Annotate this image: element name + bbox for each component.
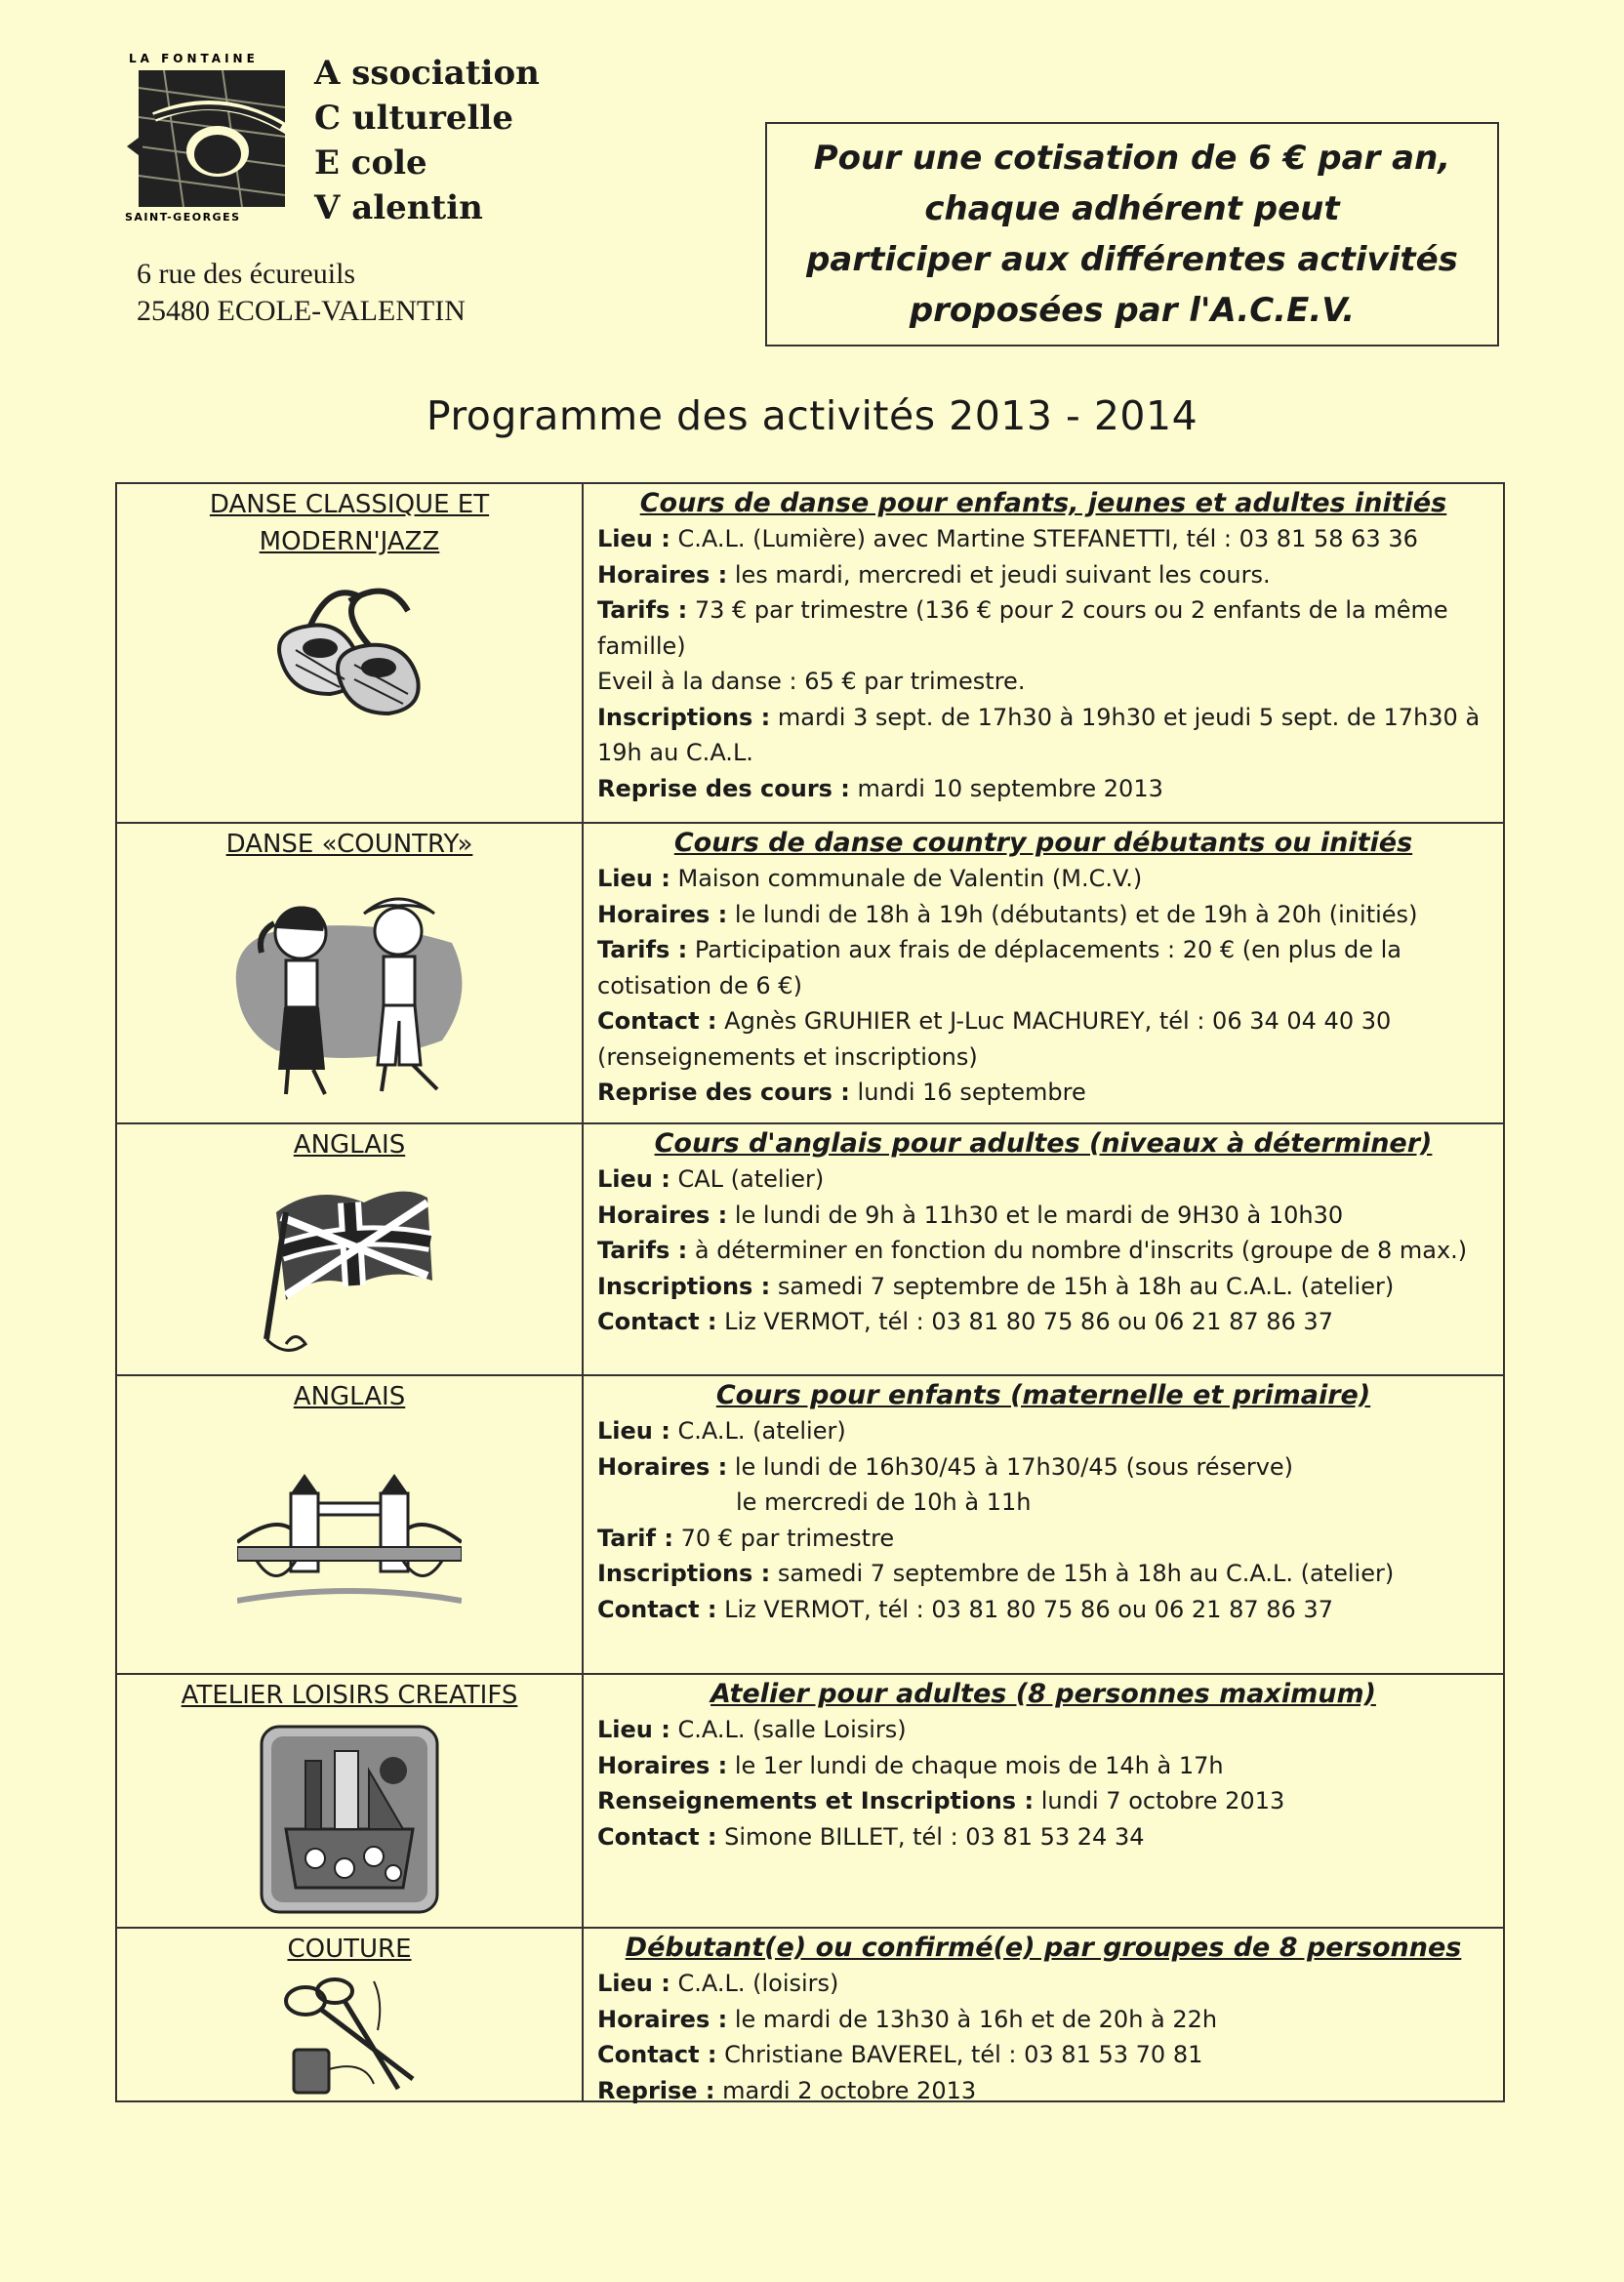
lieu-value: C.A.L. (loisirs) [677,1970,839,1997]
category-cell [117,1929,584,2102]
scissors-thread-icon [276,1972,423,2099]
activity-details [584,1124,1503,1374]
tarifs-value: 70 € par trimestre [680,1524,895,1552]
contact-label: Contact : [597,1822,717,1851]
horaires-value: le mardi de 13h30 à 16h et de 20h à 22h [734,2005,1218,2033]
tarifs-label: Tarifs : [597,596,688,624]
lieu-value: C.A.L. (salle Loisirs) [677,1716,907,1743]
horaires-value-2: le mercredi de 10h à 11h [736,1488,1032,1516]
activity-details [584,1675,1503,1927]
reprise-value: mardi 2 octobre 2013 [722,2076,977,2104]
acev-logo [125,49,310,229]
lieu-label: Lieu : [597,525,670,552]
horaires-label: Horaires : [597,1751,728,1779]
category-label: ANGLAIS [293,1382,406,1411]
lieu-value: Maison communale de Valentin (M.C.V.) [677,865,1143,892]
inscriptions-value: mardi 3 sept. de 17h30 à 19h30 et jeudi 5 sept. de 17h30 à 19h au C.A.L. [597,703,1481,766]
activity-details [584,484,1503,822]
activity-row-anglais-enfants [117,1374,1503,1673]
contact-label: Contact : [597,1308,717,1335]
country-dancers-icon [218,875,481,1109]
cotisation-line: chaque adhérent peut [924,189,1340,228]
lieu-label: Lieu : [597,1165,670,1193]
reprise-label: Reprise : [597,2076,715,2104]
tower-bridge-icon [237,1474,462,1620]
activity-row-anglais-adultes [117,1122,1503,1374]
activity-details [584,824,1503,1122]
activities-table [115,482,1505,2102]
category-label: ANGLAIS [293,1130,406,1160]
category-cell [117,484,584,822]
activity-title: Cours de danse country pour débutants ou initiés [673,828,1413,858]
tarifs-value: 73 € par trimestre (136 € pour 2 cours ou 2 enfants de la même famille) [597,596,1448,660]
ballet-slippers-icon [252,572,447,738]
tarifs-label: Tarifs : [597,936,688,963]
cotisation-box [765,122,1499,346]
category-label: MODERN'JAZZ [259,527,440,556]
contact-value: Liz VERMOT, tél : 03 81 80 75 86 ou 06 21 87 86 37 [724,1595,1333,1623]
association-name [314,51,540,230]
renseignements-label: Renseignements et Inscriptions : [597,1787,1035,1814]
activity-row-loisirs-creatifs [117,1673,1503,1927]
horaires-value: le lundi de 9h à 11h30 et le mardi de 9H30 à 10h30 [734,1201,1344,1229]
contact-value: Simone BILLET, tél : 03 81 53 24 34 [724,1822,1145,1851]
contact-label: Contact : [597,2041,717,2068]
activity-title: Cours d'anglais pour adultes (niveaux à déterminer) [654,1128,1433,1159]
craft-basket-icon [257,1722,442,1917]
inscriptions-value: samedi 7 septembre de 15h à 18h au C.A.L. (atelier) [777,1272,1395,1300]
program-title: Programme des activités 2013 - 2014 [426,392,1198,439]
address-line1: 6 rue des écureuils [137,258,356,290]
category-label: DANSE CLASSIQUE ET [209,490,490,519]
reprise-label: Reprise des cours : [597,774,850,802]
cotisation-line: proposées par l'A.C.E.V. [909,291,1356,330]
activity-row-country [117,822,1503,1122]
activity-row-couture [117,1927,1503,2102]
activity-title: Débutant(e) ou confirmé(e) par groupes de 8 personnes [625,1933,1462,1963]
category-cell [117,1675,584,1927]
tarifs-value: à déterminer en fonction du nombre d'inscrits (groupe de 8 max.) [694,1237,1468,1264]
reprise-value: mardi 10 septembre 2013 [857,774,1163,802]
eveil-text: Eveil à la danse : 65 € par trimestre. [597,668,1026,695]
horaires-label: Horaires : [597,560,728,589]
category-cell [117,824,584,1122]
contact-value: Agnès GRUHIER et J-Luc MACHUREY, tél : 06 34 04 40 30 (renseignements et inscriptions) [597,1007,1392,1071]
category-cell [117,1124,584,1374]
reprise-label: Reprise des cours : [597,1079,850,1106]
horaires-label: Horaires : [597,1201,728,1229]
logo-bottom-text: SAINT-GEORGES [125,211,241,224]
association-line: A ssociation [314,54,540,93]
category-label: DANSE «COUNTRY» [225,830,473,859]
address-line2: 25480 ECOLE-VALENTIN [137,295,466,327]
inscriptions-label: Inscriptions : [597,703,771,731]
horaires-value: le 1er lundi de chaque mois de 14h à 17h [734,1751,1224,1779]
inscriptions-label: Inscriptions : [597,1272,771,1300]
cotisation-line: Pour une cotisation de 6 € par an, [813,139,1451,178]
horaires-value: le lundi de 18h à 19h (débutants) et de 19h à 20h (initiés) [734,900,1418,928]
contact-value: Christiane BAVEREL, tél : 03 81 53 70 81 [724,2041,1203,2068]
horaires-label: Horaires : [597,900,728,928]
union-jack-flag-icon [257,1173,442,1359]
contact-label: Contact : [597,1595,717,1623]
activity-title: Cours pour enfants (maternelle et primaire) [715,1380,1371,1410]
inscriptions-label: Inscriptions : [597,1560,771,1587]
category-label: COUTURE [287,1935,412,1964]
cotisation-line: participer aux différentes activités [806,240,1458,279]
lieu-label: Lieu : [597,865,670,892]
tarifs-label: Tarifs : [597,1237,688,1264]
address [137,256,466,330]
association-line: V alentin [314,188,483,227]
horaires-label: Horaires : [597,2005,728,2033]
activity-details [584,1929,1503,2102]
activity-title: Atelier pour adultes (8 personnes maximum) [710,1679,1376,1709]
activity-row-danse-classique [117,484,1503,822]
contact-label: Contact : [597,1007,717,1035]
lieu-value: C.A.L. (Lumière) avec Martine STEFANETTI, tél : 03 81 58 63 36 [677,525,1418,552]
lieu-label: Lieu : [597,1970,670,1997]
tarifs-value: Participation aux frais de déplacements : 20 € (en plus de la cotisation de 6 €) [597,936,1401,999]
lieu-value: CAL (atelier) [677,1165,825,1193]
category-label: ATELIER LOISIRS CREATIFS [181,1681,518,1710]
lieu-label: Lieu : [597,1716,670,1743]
association-line: E cole [314,143,427,183]
renseignements-value: lundi 7 octobre 2013 [1040,1787,1285,1814]
category-cell [117,1376,584,1673]
contact-value: Liz VERMOT, tél : 03 81 80 75 86 ou 06 21 87 86 37 [724,1308,1333,1335]
logo-top-text: LA FONTAINE [129,52,259,65]
activity-title: Cours de danse pour enfants, jeunes et adultes initiés [639,488,1447,518]
horaires-value: les mardi, mercredi et jeudi suivant les cours. [734,560,1271,589]
tarifs-label: Tarif : [597,1524,673,1552]
inscriptions-value: samedi 7 septembre de 15h à 18h au C.A.L. (atelier) [777,1560,1395,1587]
horaires-label: Horaires : [597,1452,728,1481]
horaires-value: le lundi de 16h30/45 à 17h30/45 (sous réserve) [734,1452,1294,1481]
activity-details [584,1376,1503,1673]
association-line: C ulturelle [314,99,513,138]
lieu-value: C.A.L. (atelier) [677,1417,846,1445]
lieu-label: Lieu : [597,1417,670,1445]
reprise-value: lundi 16 septembre [857,1079,1086,1106]
